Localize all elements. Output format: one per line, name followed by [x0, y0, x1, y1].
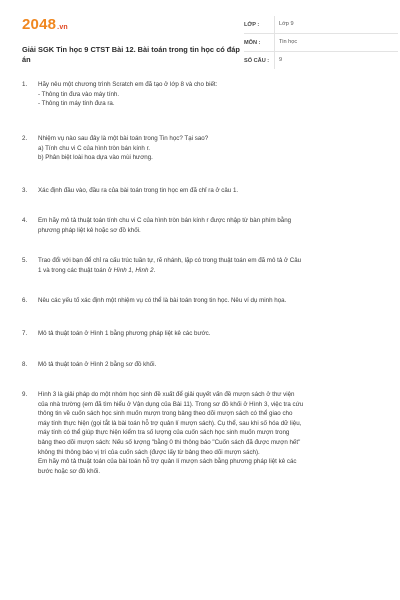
question-line: Hình 3 là giải pháp do một nhóm học sinh đề xuất để giải quyết vấn đề mượn sách ở thư viện — [38, 391, 295, 398]
figure-reference: Hình 1 — [113, 266, 132, 274]
question-line: Trao đổi với bạn để chỉ ra cấu trúc tuần tự, rẽ nhánh, lặp có trong thuật toán em đã mô tả ở Câu — [38, 257, 302, 264]
question-item — [22, 186, 384, 196]
question-number: 5. — [22, 257, 28, 264]
question-line: Mô tả thuật toán ở Hình 2 bằng sơ đồ khối. — [38, 361, 157, 368]
question-text — [38, 360, 384, 370]
question-line: máy tính thực hiện (gọi tắt là bài toán hỗ trợ quản lí mượn sách). Cụ thể, sau khi số hóa dữ liệu, — [38, 419, 302, 427]
question-line — [38, 266, 384, 276]
question-line: Mô tả thuật toán ở Hình 1 bằng phương pháp liệt kê các bước. — [38, 330, 211, 337]
question-line: Nêu các yếu tố xác định một nhiệm vụ có thể là bài toán trong tin học. Nêu ví dụ minh họa. — [38, 297, 287, 304]
question-number: 9. — [22, 391, 28, 398]
meta-label: SỐ CÂU : — [244, 57, 270, 64]
question-line: phương pháp liệt kê hoặc sơ đồ khối. — [38, 226, 141, 234]
question-line: bảng theo dõi mượn sách: Nếu số lượng "bằng 0 thì thông báo "Cuốn sách đã được mượn hết" — [38, 438, 301, 446]
question-line: bước hoặc sơ đồ khối. — [38, 467, 101, 475]
figure-reference: Hình 2 — [135, 266, 154, 274]
meta-value: Tin học — [274, 34, 398, 51]
question-text — [38, 80, 384, 109]
question-item — [22, 256, 384, 275]
question-item — [22, 80, 384, 109]
site-logo[interactable] — [22, 16, 68, 33]
document-header — [18, 14, 384, 80]
question-line: Em hãy mô tả thuật toán của bài toán hỗ trợ quản lí mượn sách bằng phương pháp liệt kê các — [38, 458, 297, 466]
question-item — [22, 390, 384, 476]
question-item — [22, 134, 384, 163]
question-text — [38, 329, 384, 339]
question-line-text: 1 và trong các thuật toán ở — [38, 266, 112, 274]
question-number: 1. — [22, 81, 28, 88]
question-number: 2. — [22, 135, 28, 142]
question-text — [38, 256, 384, 275]
question-text — [38, 134, 384, 163]
page-title: Giải SGK Tin học 9 CTST Bài 12. Bài toán trong tin học có đáp án — [22, 45, 240, 64]
question-text — [38, 390, 384, 476]
question-line: Em hãy mô tả thuật toán tính chu vi C của hình tròn bán kính r được nhập từ bàn phím bằng — [38, 217, 292, 224]
question-item — [22, 296, 384, 306]
separator-text: , — [131, 266, 136, 274]
logo-suffix: .vn — [57, 24, 68, 31]
question-text — [38, 296, 384, 306]
question-text — [38, 216, 384, 235]
question-item — [22, 360, 384, 370]
question-line: không thì thông báo vị trí của cuốn sách (được lấy từ bảng theo dõi mượn sách). — [38, 448, 260, 456]
question-number: 8. — [22, 361, 28, 368]
question-line: - Thông tin đưa vào máy tính. — [38, 90, 120, 98]
logo-text: 2048 — [22, 16, 57, 33]
question-number: 7. — [22, 330, 28, 337]
question-line: của nhà trường (em đã tìm hiểu ở Vận dụng của Bài 11). Trong sơ đồ khối ở Hình 3, việc tra cứu — [38, 400, 304, 408]
question-number: 3. — [22, 187, 28, 194]
question-text — [38, 186, 384, 196]
period-text: . — [153, 266, 156, 274]
meta-value: Lớp 9 — [274, 16, 398, 33]
question-number: 4. — [22, 217, 28, 224]
question-line: a) Tính chu vi C của hình tròn bán kính r. — [38, 144, 151, 152]
question-line: thông tin về cuốn sách học sinh muốn mượn trong bảng theo dõi mượn sách có thể giao cho — [38, 410, 293, 418]
question-number: 6. — [22, 297, 28, 304]
meta-row-grade — [244, 16, 398, 34]
question-line: Nhiệm vụ nào sau đây là một bài toán trong Tin học? Tại sao? — [38, 135, 209, 142]
question-line: Xác định đầu vào, đầu ra của bài toán trong tin học em đã chỉ ra ở câu 1. — [38, 187, 239, 194]
meta-value: 9 — [274, 52, 398, 69]
question-line: Hãy nêu một chương trình Scratch em đã tạo ở lớp 8 và cho biết: — [38, 81, 218, 88]
meta-row-subject — [244, 34, 398, 52]
question-item — [22, 329, 384, 339]
question-item — [22, 216, 384, 235]
meta-row-count — [244, 52, 398, 69]
meta-label: MÔN : — [244, 39, 261, 46]
meta-table — [244, 16, 398, 69]
meta-label: LỚP : — [244, 21, 260, 28]
question-line: b) Phân biệt loài hoa dựa vào mùi hương. — [38, 154, 153, 162]
question-line: - Thông tin máy tính đưa ra. — [38, 100, 115, 108]
question-line: máy tính có thể giúp thực hiện kiểm tra số lượng của cuốn sách học sinh muốn mượn trong — [38, 429, 290, 437]
